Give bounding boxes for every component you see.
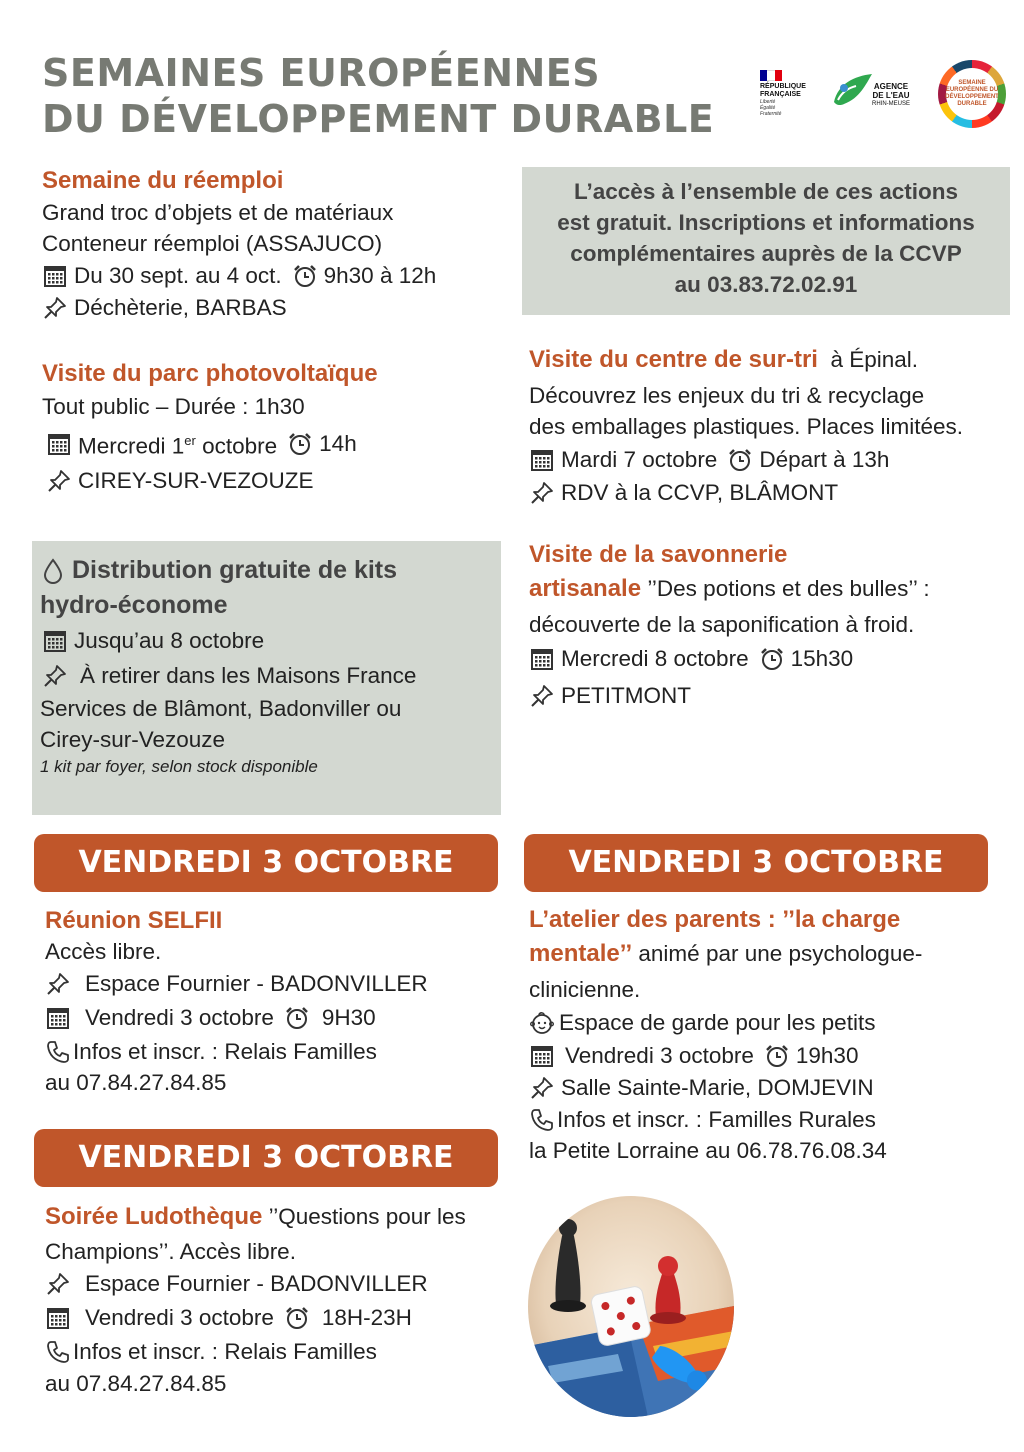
savonnerie-section	[529, 538, 1009, 715]
reemploi-date-line	[42, 259, 512, 293]
calendar-icon	[529, 1043, 555, 1069]
selfii-heading: Réunion SELFII	[45, 907, 223, 934]
ludotheque-line1: Champions’’. Accès libre.	[45, 1239, 296, 1264]
distribution-place1: À retirer dans les Maisons France	[80, 663, 417, 688]
calendar-icon	[45, 1005, 71, 1031]
surtri-place-line	[529, 478, 1009, 508]
agence-logo-line3: RHIN-MEUSE	[872, 101, 911, 107]
atelier-heading1: L’atelier des parents : ’’la charge	[529, 906, 901, 933]
distribution-note: 1 kit par foyer, selon stock disponible	[40, 757, 318, 776]
reemploi-section	[42, 165, 512, 323]
surtri-heading-tail: à Épinal.	[830, 347, 918, 372]
pushpin-icon	[529, 1075, 555, 1101]
title-line1: SEMAINES EUROPÉENNES	[42, 51, 601, 95]
atelier-line1: clinicienne.	[529, 977, 641, 1002]
distribution-date-line	[42, 623, 501, 659]
reemploi-place: Déchèterie, BARBAS	[74, 295, 287, 320]
atelier-place: Salle Sainte-Marie, DOMJEVIN	[561, 1075, 874, 1100]
selfii-section	[45, 904, 505, 1097]
baby-icon	[529, 1010, 555, 1036]
info-line3: complémentaires auprès de la CCVP	[570, 241, 962, 266]
partner-logos	[760, 60, 1010, 132]
atelier-section	[529, 903, 1009, 1166]
savonnerie-date-line	[529, 641, 1009, 677]
surtri-time: Départ à 13h	[759, 447, 890, 472]
savonnerie-tail: ’’Des potions et des bulles’’ :	[641, 576, 930, 601]
surtri-heading-line	[529, 343, 1009, 380]
photovoltaique-date: Mercredi 1er octobre	[78, 433, 278, 459]
ludotheque-tail: ’’Questions pour les	[262, 1204, 466, 1229]
calendar-icon	[529, 447, 555, 473]
atelier-heading2: mentale’’	[529, 940, 633, 967]
surtri-place: RDV à la CCVP, BLÂMONT	[561, 480, 839, 505]
calendar-icon	[45, 1305, 71, 1331]
phone-icon	[45, 1339, 71, 1365]
atelier-garde-line	[529, 1006, 1009, 1040]
banner-vendredi-right-1: VENDREDI 3 OCTOBRE	[524, 834, 988, 892]
surtri-section	[529, 343, 1009, 508]
savonnerie-time: 15h30	[790, 646, 854, 671]
alarm-clock-icon	[759, 646, 785, 672]
photovoltaique-place: CIREY-SUR-VEZOUZE	[78, 467, 314, 493]
atelier-contact: Infos et inscr. : Familles Rurales	[557, 1107, 876, 1132]
agence-logo-line1: AGENCE	[873, 82, 909, 91]
alarm-clock-icon	[284, 1305, 310, 1331]
calendar-icon	[46, 431, 72, 457]
alarm-clock-icon	[764, 1043, 790, 1069]
pushpin-icon	[42, 663, 68, 689]
alarm-clock-icon	[284, 1005, 310, 1031]
agence-eau-leaf-icon	[830, 70, 876, 116]
atelier-tail: animé par une psychologue-	[632, 941, 923, 966]
board-game-photo	[528, 1196, 734, 1417]
atelier-garde: Espace de garde pour les petits	[559, 1010, 876, 1035]
photovoltaique-time: 14h	[319, 430, 357, 456]
title-line2: DU DÉVELOPPEMENT DURABLE	[42, 97, 715, 141]
phone-icon	[529, 1107, 555, 1133]
page-title	[42, 50, 714, 142]
surtri-line2: des emballages plastiques. Places limitées.	[529, 414, 963, 439]
atelier-heading-line2	[529, 937, 1009, 974]
calendar-icon	[42, 263, 68, 289]
calendar-icon	[42, 628, 68, 654]
savonnerie-heading1: Visite de la savonnerie	[529, 541, 788, 568]
republique-francaise-logo	[760, 70, 822, 117]
surtri-date-line	[529, 442, 1009, 478]
distribution-heading-line1	[40, 553, 501, 588]
savonnerie-place-line	[529, 677, 1009, 715]
savonnerie-line1: découverte de la saponification à froid.	[529, 612, 915, 637]
info-box	[522, 167, 1010, 315]
info-line4: au 03.83.72.02.91	[674, 272, 858, 297]
ludotheque-time: 18H-23H	[321, 1305, 412, 1330]
selfii-line1: Accès libre.	[45, 939, 162, 964]
photovoltaique-date-line	[46, 423, 512, 465]
atelier-contact-line	[529, 1104, 1009, 1136]
sedd-logo	[938, 60, 1006, 128]
distribution-heading2: hydro-économe	[40, 591, 228, 619]
ludotheque-place: Espace Fournier - BADONVILLER	[85, 1271, 428, 1296]
rf-logo-text: RÉPUBLIQUE FRANÇAISE	[760, 83, 806, 98]
info-line1: L’accès à l’ensemble de ces actions	[574, 179, 958, 204]
ludotheque-contact-line	[45, 1335, 515, 1369]
ludotheque-section	[45, 1200, 515, 1399]
photovoltaique-place-line	[46, 465, 512, 497]
reemploi-heading: Semaine du réemploi	[42, 167, 284, 194]
atelier-date: Vendredi 3 octobre	[565, 1043, 754, 1068]
atelier-date-line	[529, 1040, 1009, 1072]
banner-vendredi-left-1: VENDREDI 3 OCTOBRE	[34, 834, 498, 892]
selfii-time: 9H30	[321, 1005, 376, 1030]
selfii-contact: Infos et inscr. : Relais Familles	[73, 1039, 377, 1064]
agence-logo-line2: DE L'EAU	[872, 91, 910, 100]
ludotheque-contact: Infos et inscr. : Relais Familles	[73, 1339, 377, 1364]
reemploi-date: Du 30 sept. au 4 oct.	[74, 263, 282, 288]
agence-eau-logo	[830, 68, 930, 118]
water-drop-icon	[40, 558, 66, 584]
photovoltaique-heading: Visite du parc photovoltaïque	[42, 360, 378, 387]
ludotheque-place-line	[45, 1267, 515, 1301]
rf-logo-motto: Liberté Égalité Fraternité	[760, 99, 782, 117]
savonnerie-heading2: artisanale	[529, 575, 642, 602]
savonnerie-heading-line2	[529, 572, 1009, 609]
selfii-date-line	[45, 1001, 505, 1035]
pushpin-icon	[42, 295, 68, 321]
ludotheque-heading: Soirée Ludothèque	[45, 1203, 263, 1230]
surtri-date: Mardi 7 octobre	[561, 447, 718, 472]
distribution-box	[32, 541, 501, 815]
photovoltaique-line1: Tout public – Durée : 1h30	[42, 394, 305, 419]
sedd-logo-text: SEMAINE EUROPÉENNE DU DÉVELOPPEMENT DURABLE	[946, 68, 998, 120]
banner-vendredi-left-2: VENDREDI 3 OCTOBRE	[34, 1129, 498, 1187]
reemploi-line1: Grand troc d’objets et de matériaux	[42, 200, 394, 225]
atelier-phone: la Petite Lorraine au 06.78.76.08.34	[529, 1138, 887, 1163]
distribution-place3: Cirey-sur-Vezouze	[40, 727, 226, 752]
selfii-place: Espace Fournier - BADONVILLER	[85, 971, 428, 996]
alarm-clock-icon	[727, 447, 753, 473]
reemploi-time: 9h30 à 12h	[323, 263, 437, 288]
savonnerie-place: PETITMONT	[561, 683, 691, 708]
reemploi-line2: Conteneur réemploi (ASSAJUCO)	[42, 231, 383, 256]
alarm-clock-icon	[287, 431, 313, 457]
info-line2: est gratuit. Inscriptions et informations	[557, 210, 975, 235]
surtri-heading: Visite du centre de sur-tri	[529, 346, 818, 373]
ludotheque-heading-line	[45, 1200, 515, 1236]
distribution-date: Jusqu’au 8 octobre	[74, 628, 265, 653]
calendar-icon	[529, 646, 555, 672]
phone-icon	[45, 1039, 71, 1065]
pushpin-icon	[46, 468, 72, 494]
pushpin-icon	[45, 1271, 71, 1297]
ludotheque-phone: au 07.84.27.84.85	[45, 1371, 227, 1396]
distribution-heading1: Distribution gratuite de kits	[72, 556, 398, 584]
reemploi-place-line	[42, 293, 512, 323]
pushpin-icon	[45, 971, 71, 997]
surtri-line1: Découvrez les enjeux du tri & recyclage	[529, 383, 925, 408]
savonnerie-date: Mercredi 8 octobre	[561, 646, 749, 671]
atelier-time: 19h30	[795, 1043, 859, 1068]
selfii-contact-line	[45, 1035, 505, 1069]
pushpin-icon	[529, 480, 555, 506]
atelier-place-line	[529, 1072, 1009, 1104]
photovoltaique-section	[42, 357, 512, 497]
board-game-illustration	[528, 1196, 734, 1417]
pushpin-icon	[529, 683, 555, 709]
selfii-place-line	[45, 967, 505, 1001]
distribution-place-line	[42, 659, 501, 693]
ludotheque-date: Vendredi 3 octobre	[85, 1305, 274, 1330]
selfii-phone: au 07.84.27.84.85	[45, 1070, 227, 1095]
distribution-place2: Services de Blâmont, Badonviller ou	[40, 696, 402, 721]
ludotheque-date-line	[45, 1301, 515, 1335]
alarm-clock-icon	[292, 263, 318, 289]
selfii-date: Vendredi 3 octobre	[85, 1005, 274, 1030]
